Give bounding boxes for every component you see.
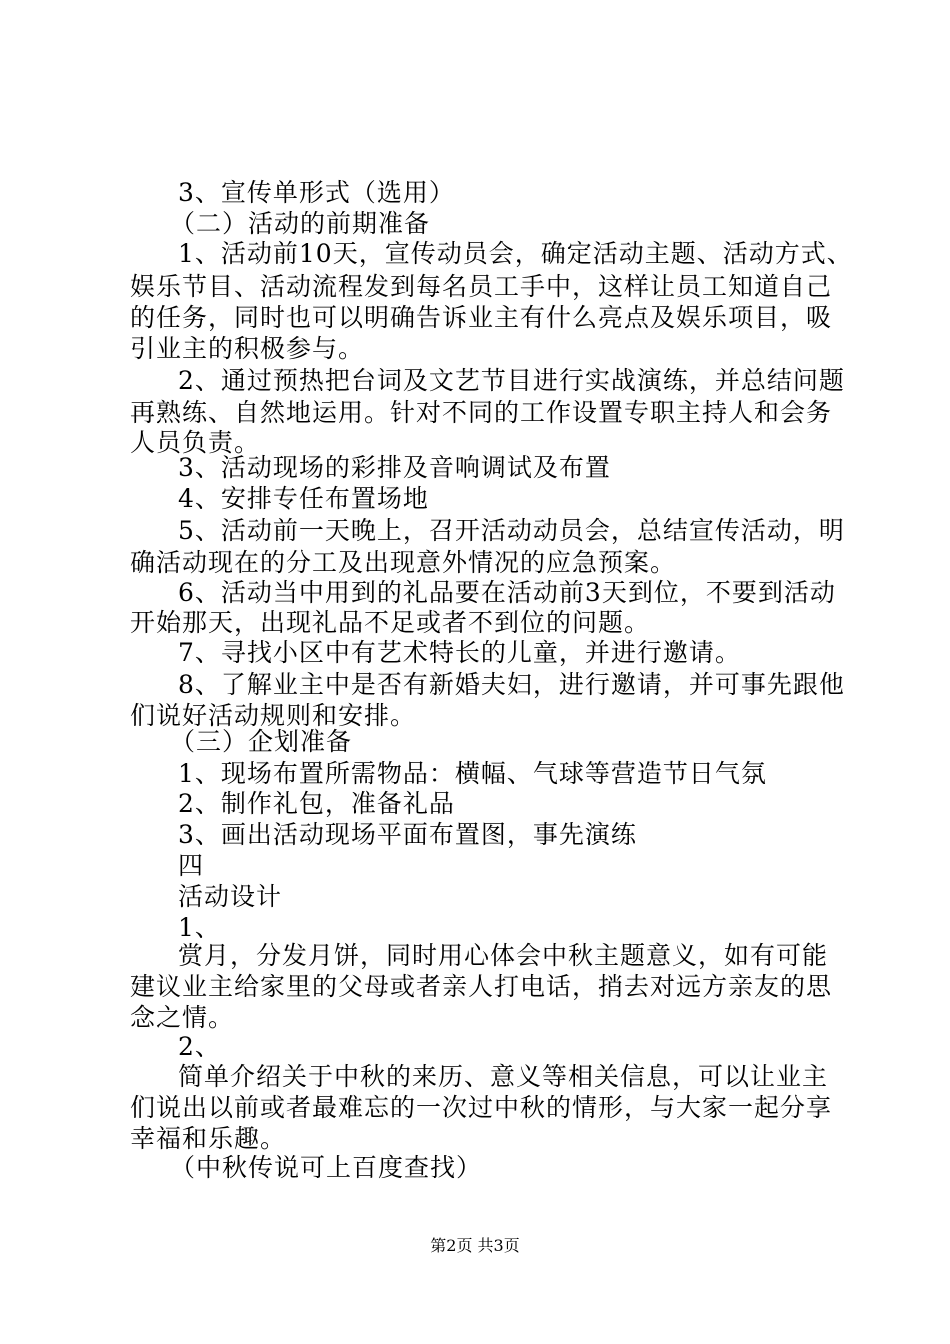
text-line: 们说好活动规则和安排。	[130, 701, 417, 730]
text-line: 1、现场布置所需物品：横幅、气球等营造节日气氛	[178, 759, 767, 788]
page-footer: 第2页 共3页	[430, 1236, 520, 1255]
section-number: 四	[178, 851, 205, 880]
text-line: 的任务，同时也可以明确告诉业主有什么亮点及娱乐项目，吸	[130, 303, 833, 332]
text-line: 6、活动当中用到的礼品要在活动前3天到位，不要到活动	[178, 578, 836, 607]
section-heading: （二）活动的前期准备	[170, 209, 431, 238]
text-line: 赏月，分发月饼，同时用心体会中秋主题意义，如有可能	[178, 941, 829, 970]
text-line: 3、活动现场的彩排及音响调试及布置	[178, 453, 611, 482]
section-heading: 活动设计	[178, 882, 283, 911]
text-line: 开始那天，出现礼品不足或者不到位的问题。	[130, 608, 651, 637]
text-line: 3、画出活动现场平面布置图，事先演练	[178, 820, 637, 849]
text-line: 7、寻找小区中有艺术特长的儿童，并进行邀请。	[178, 638, 741, 667]
item-number: 2、	[178, 1032, 221, 1061]
text-line: 幸福和乐趣。	[130, 1124, 287, 1153]
text-line: 娱乐节目、活动流程发到每名员工手中，这样让员工知道自己	[130, 272, 833, 301]
text-line: 3、宣传单形式（选用）	[178, 178, 455, 207]
text-line: 4、安排专任布置场地	[178, 484, 429, 513]
item-number: 1、	[178, 913, 221, 942]
text-line: 简单介绍关于中秋的来历、意义等相关信息，可以让业主	[178, 1062, 829, 1091]
text-line: 5、活动前一天晚上，召开活动动员会，总结宣传活动，明	[178, 516, 845, 545]
text-line: 念之情。	[130, 1003, 235, 1032]
text-line: 1、活动前10天，宣传动员会，确定活动主题、活动方式、	[178, 239, 853, 268]
text-line: 确活动现在的分工及出现意外情况的应急预案。	[130, 548, 677, 577]
text-line: 2、制作礼包，准备礼品	[178, 789, 455, 818]
text-line: 人员负责。	[130, 428, 261, 457]
text-line: 再熟练、自然地运用。针对不同的工作设置专职主持人和会务	[130, 398, 833, 427]
text-line: 建议业主给家里的父母或者亲人打电话，捎去对远方亲友的思	[130, 972, 833, 1001]
section-heading: （三）企划准备	[170, 727, 353, 756]
text-line: （中秋传说可上百度查找）	[170, 1153, 483, 1182]
text-line: 引业主的积极参与。	[130, 334, 365, 363]
text-line: 们说出以前或者最难忘的一次过中秋的情形，与大家一起分享	[130, 1093, 833, 1122]
text-line: 8、了解业主中是否有新婚夫妇，进行邀请，并可事先跟他	[178, 670, 845, 699]
text-line: 2、通过预热把台词及文艺节目进行实战演练，并总结问题	[178, 366, 845, 395]
